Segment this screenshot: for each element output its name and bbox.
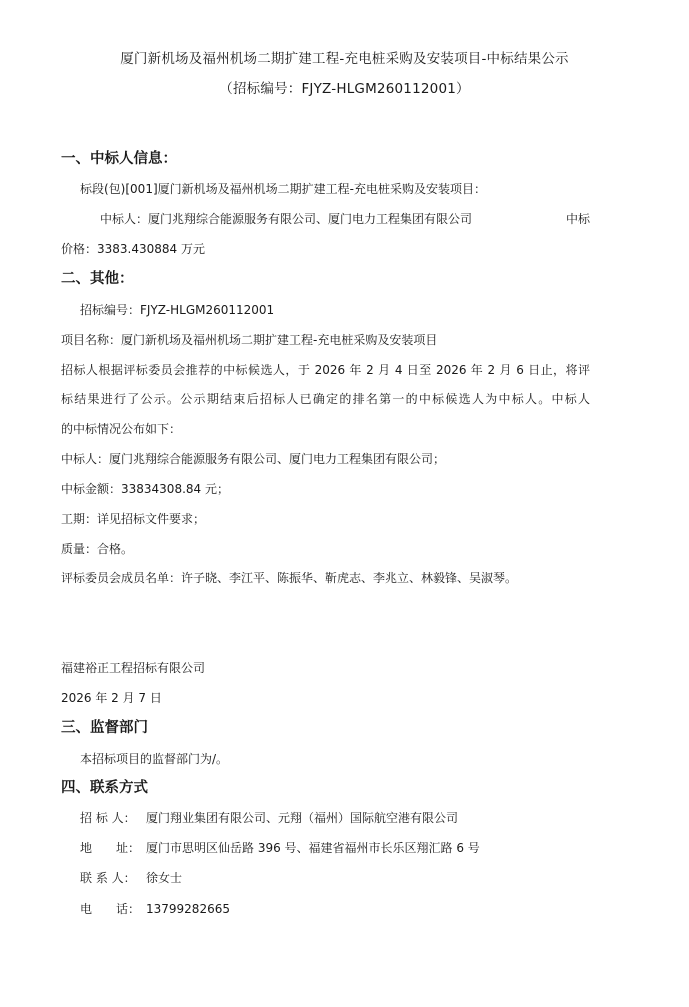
winner-line: 中标人：厦门兆翔综合能源服务有限公司、厦门电力工程集团有限公司	[100, 212, 473, 226]
contact-label-address: 地 址：	[80, 841, 141, 855]
signing-date: 2026 年 2 月 7 日	[61, 691, 162, 705]
committee-line: 评标委员会成员名单：许子晓、李江平、陈振华、靳虎志、李兆立、林毅锋、吴淑琴。	[61, 571, 518, 585]
section-1-heading: 一、中标人信息：	[61, 151, 177, 167]
contact-value-address: 厦门市思明区仙岳路 396 号、福建省福州市长乐区翔汇路 6 号	[146, 841, 480, 855]
contact-label-phone: 电 话：	[80, 902, 141, 916]
winner-detail-line: 中标人：厦门兆翔综合能源服务有限公司、厦门电力工程集团有限公司；	[61, 452, 446, 466]
bid-number-line: 招标编号：FJYZ-HLGM260112001	[80, 303, 275, 317]
price-label-tail: 中标	[566, 212, 591, 226]
lot-line: 标段(包)[001]厦门新机场及福州机场二期扩建工程-充电桩采购及安装项目：	[80, 182, 486, 196]
period-line: 工期：详见招标文件要求；	[61, 512, 206, 526]
paragraph-line-3: 的中标情况公布如下：	[61, 422, 182, 436]
contact-label-person: 联 系 人：	[80, 871, 136, 885]
project-name-line: 项目名称：厦门新机场及福州机场二期扩建工程-充电桩采购及安装项目	[61, 333, 438, 347]
contact-value-person: 徐女士	[146, 871, 183, 885]
bid-number-subtitle: （招标编号：FJYZ-HLGM260112001）	[219, 81, 470, 97]
section-3-heading: 三、监督部门	[61, 720, 148, 736]
supervision-line: 本招标项目的监督部门为/。	[80, 752, 229, 766]
quality-line: 质量：合格。	[61, 542, 134, 556]
paragraph-line-2: 标结果进行了公示。公示期结束后招标人已确定的排名第一的中标候选人为中标人。中标人	[61, 392, 590, 406]
document-title: 厦门新机场及福州机场二期扩建工程-充电桩采购及安装项目-中标结果公示	[120, 51, 569, 67]
section-2-heading: 二、其他：	[61, 271, 134, 287]
section-4-heading: 四、联系方式	[61, 780, 148, 796]
amount-line: 中标金额：33834308.84 元；	[61, 482, 229, 496]
contact-value-tenderer: 厦门翔业集团有限公司、元翔（福州）国际航空港有限公司	[146, 811, 459, 825]
paragraph-line-1: 招标人根据评标委员会推荐的中标候选人，于 2026 年 2 月 4 日至 2026 年 2 月 6 日止，将评	[61, 363, 590, 377]
signing-company: 福建裕正工程招标有限公司	[61, 661, 206, 675]
contact-value-phone: 13799282665	[146, 902, 230, 916]
price-line: 价格：3383.430884 万元	[61, 242, 205, 256]
contact-label-tenderer: 招 标 人：	[80, 811, 136, 825]
